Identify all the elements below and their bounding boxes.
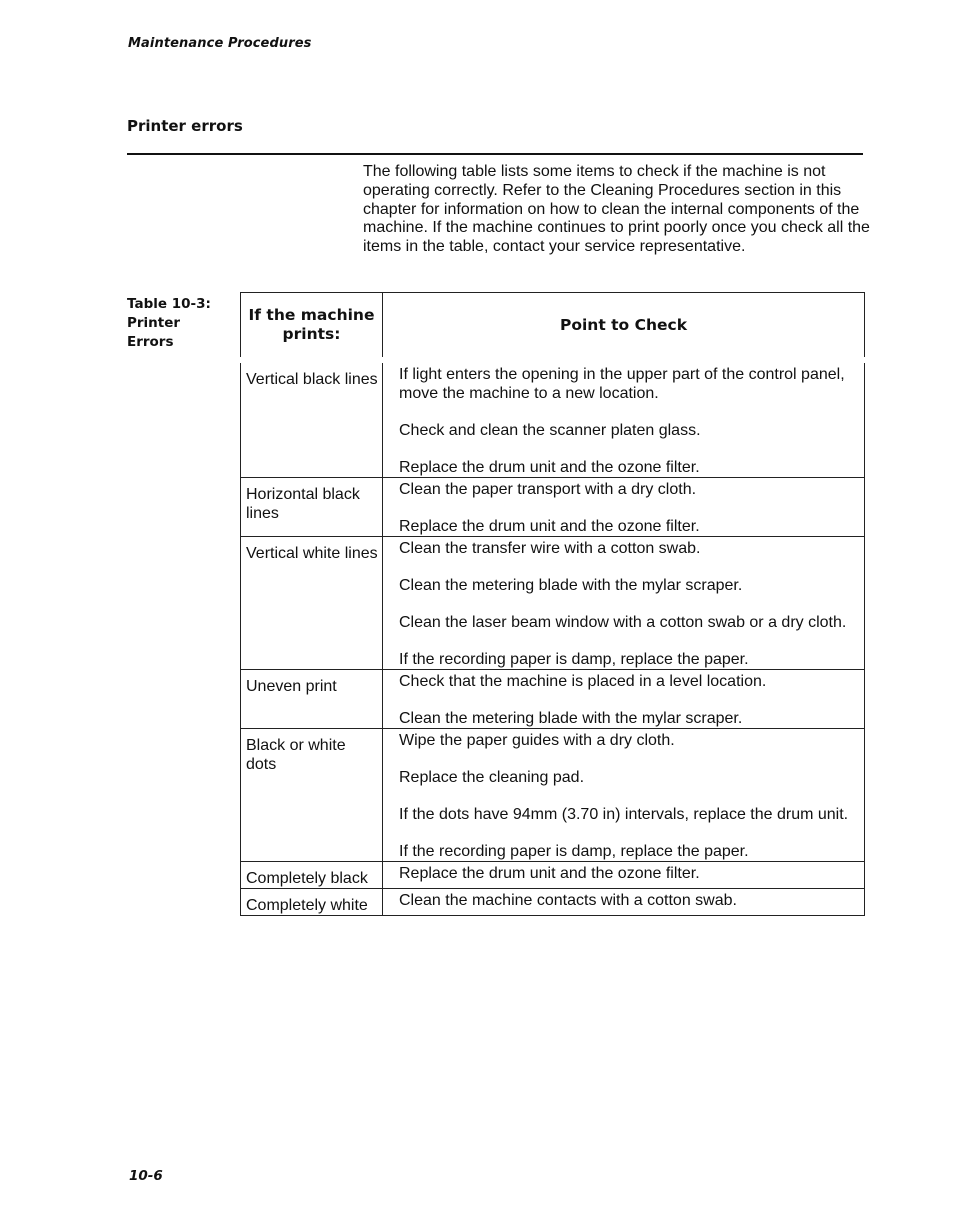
error-condition: Completely black <box>241 862 383 889</box>
check-list <box>383 729 865 862</box>
section-title: Printer errors <box>127 117 243 135</box>
check-item: If the dots have 94mm (3.70 in) intervals, replace the drum unit. <box>399 806 849 823</box>
table-row <box>241 537 865 670</box>
error-condition: Black or white dots <box>241 729 383 862</box>
check-item: Check that the machine is placed in a level location. <box>399 673 767 690</box>
table-row <box>241 478 865 537</box>
check-list <box>383 478 865 537</box>
running-header: Maintenance Procedures <box>128 36 312 51</box>
check-item: Replace the drum unit and the ozone filter. <box>399 518 700 535</box>
table-row <box>241 670 865 729</box>
page-number: 10-6 <box>129 1168 163 1184</box>
table-row <box>241 862 865 889</box>
check-item: Wipe the paper guides with a dry cloth. <box>399 732 675 749</box>
table-row <box>241 889 865 916</box>
table-row <box>241 729 865 862</box>
check-item: Replace the drum unit and the ozone filter. <box>399 459 700 476</box>
column-header-point-to-check: Point to Check <box>383 293 865 361</box>
check-item: Clean the transfer wire with a cotton swab. <box>399 540 701 557</box>
check-item: Replace the drum unit and the ozone filter. <box>399 865 700 882</box>
section-divider <box>127 153 863 155</box>
check-item: Clean the machine contacts with a cotton swab. <box>399 892 737 909</box>
check-item: Clean the paper transport with a dry cloth. <box>399 481 697 498</box>
check-list <box>383 537 865 670</box>
table-caption-title-line-2: Errors <box>127 334 174 350</box>
table-header-row <box>241 293 865 361</box>
check-item: If the recording paper is damp, replace the paper. <box>399 651 749 668</box>
table-row <box>241 360 865 478</box>
check-item: Clean the metering blade with the mylar scraper. <box>399 710 743 727</box>
error-condition: Horizontal black lines <box>241 478 383 537</box>
check-item: Check and clean the scanner platen glass. <box>399 422 701 439</box>
error-condition: Completely white <box>241 889 383 916</box>
printer-errors-table <box>240 292 865 916</box>
check-list <box>383 670 865 729</box>
table-caption-number: Table 10-3: <box>127 296 211 312</box>
error-condition: Vertical white lines <box>241 537 383 670</box>
check-item: Clean the laser beam window with a cotton swab or a dry cloth. <box>399 614 847 631</box>
check-list <box>383 889 865 916</box>
check-list <box>383 862 865 889</box>
check-item: Replace the cleaning pad. <box>399 769 585 786</box>
check-list <box>383 360 865 478</box>
table-caption-title-line-1: Printer <box>127 315 181 331</box>
intro-paragraph: The following table lists some items to check if the machine is not operating correctly. Refer to the Cleaning Procedures section in this chapter for information on how to clean the internal components of the machine. If the machine continues to print poorly once you check all the items in the table, contact your service representative. <box>363 163 870 256</box>
error-condition: Vertical black lines <box>241 360 383 478</box>
check-item: Clean the metering blade with the mylar scraper. <box>399 577 743 594</box>
table-caption <box>127 295 227 352</box>
error-condition: Uneven print <box>241 670 383 729</box>
table-body <box>241 360 865 916</box>
check-item: If light enters the opening in the upper part of the control panel, move the machine to a new location. <box>399 366 845 402</box>
column-header-condition: If the machine prints: <box>241 293 383 361</box>
check-item: If the recording paper is damp, replace the paper. <box>399 843 749 860</box>
